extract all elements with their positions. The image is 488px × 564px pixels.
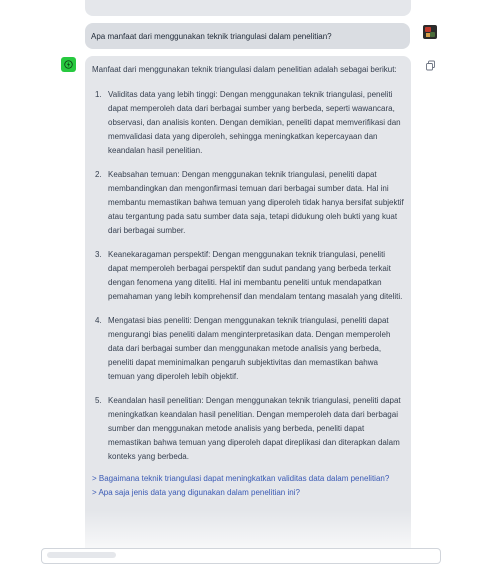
list-item-text: Mengatasi bias peneliti: Dengan menggunakan teknik triangulasi, peneliti dapat mengurangi bias peneliti dalam menginterpretasikan data. Dengan memperoleh data dari berbagai sumber dan menggunakan metode analisis yang berbeda, peneliti dapat meminimalkan pengaruh subjektivitas dan memastikan bahwa temuan yang diperoleh lebih objektif. [108,316,391,381]
input-placeholder-chip [47,552,116,558]
list-item [92,248,404,304]
chat-input-box[interactable] [41,548,441,564]
followup-suggestions [92,472,404,500]
followup-link[interactable]: > Bagaimana teknik triangulasi dapat meningkatkan validitas data dalam penelitian? [92,474,390,483]
copy-icon[interactable] [425,58,436,69]
list-item-number: 4. [95,316,102,325]
bolt-icon [64,60,73,69]
list-item [92,88,404,158]
list-item-number: 2. [95,170,102,179]
list-item [92,394,404,464]
list-item-number: 1. [95,90,102,99]
list-item-text: Keandalan hasil penelitian: Dengan menggunakan teknik triangulasi, peneliti dapat meningkatkan keandalan hasil penelitian. Dengan memperoleh data dari berbagai sumber dan menggunakan metode analisis yang berbeda, peneliti dapat memastikan bahwa temuan yang diperoleh dapat direplikasi dan diterapkan dalam konteks yang berbeda. [108,396,401,461]
bot-avatar [61,57,76,72]
list-item-number: 3. [95,250,102,259]
list-item [92,168,404,238]
list-item-text: Validitas data yang lebih tinggi: Dengan menggunakan teknik triangulasi, peneliti dapat memperoleh data dari berbagai sumber yang berbeda, seperti wawancara, observasi, dan analisis konten. Dengan demikian, peneliti dapat memverifikasi dan memvalidasi data yang diperoleh, sehingga meningkatkan kepercayaan dan keandalan hasil penelitian. [108,90,401,155]
followup-link[interactable]: > Apa saja jenis data yang digunakan dalam penelitian ini? [92,488,300,497]
list-item-number: 5. [95,396,102,405]
list-item [92,314,404,384]
answer-intro: Manfaat dari menggunakan teknik triangulasi dalam penelitian adalah sebagai berikut: [92,65,397,74]
answer-content [92,63,404,500]
answer-points-list [92,88,404,464]
user-message-text: Apa manfaat dari menggunakan teknik triangulasi dalam penelitian? [91,32,332,41]
user-message-bubble [85,23,410,49]
list-item-text: Keabsahan temuan: Dengan menggunakan teknik triangulasi, peneliti dapat membandingkan dan mengonfirmasi temuan dari berbagai sumber data. Hal ini membantu memastikan bahwa temuan yang diperoleh tidak hanya bersifat subjektif atau tergantung pada satu sumber data saja, tetapi didukung oleh bukti yang kuat dari berbagai sumber. [108,170,404,235]
previous-message-bubble [85,0,411,16]
list-item-text: Keanekaragaman perspektif: Dengan menggunakan teknik triangulasi, peneliti dapat memperoleh berbagai perspektif dan sudut pandang yang berbeda terkait dengan fenomena yang diteliti. Hal ini membantu peneliti untuk mendapatkan pemahaman yang lebih komprehensif dan mendalam tentang masalah yang diteliti. [108,250,403,301]
user-avatar [423,25,437,39]
